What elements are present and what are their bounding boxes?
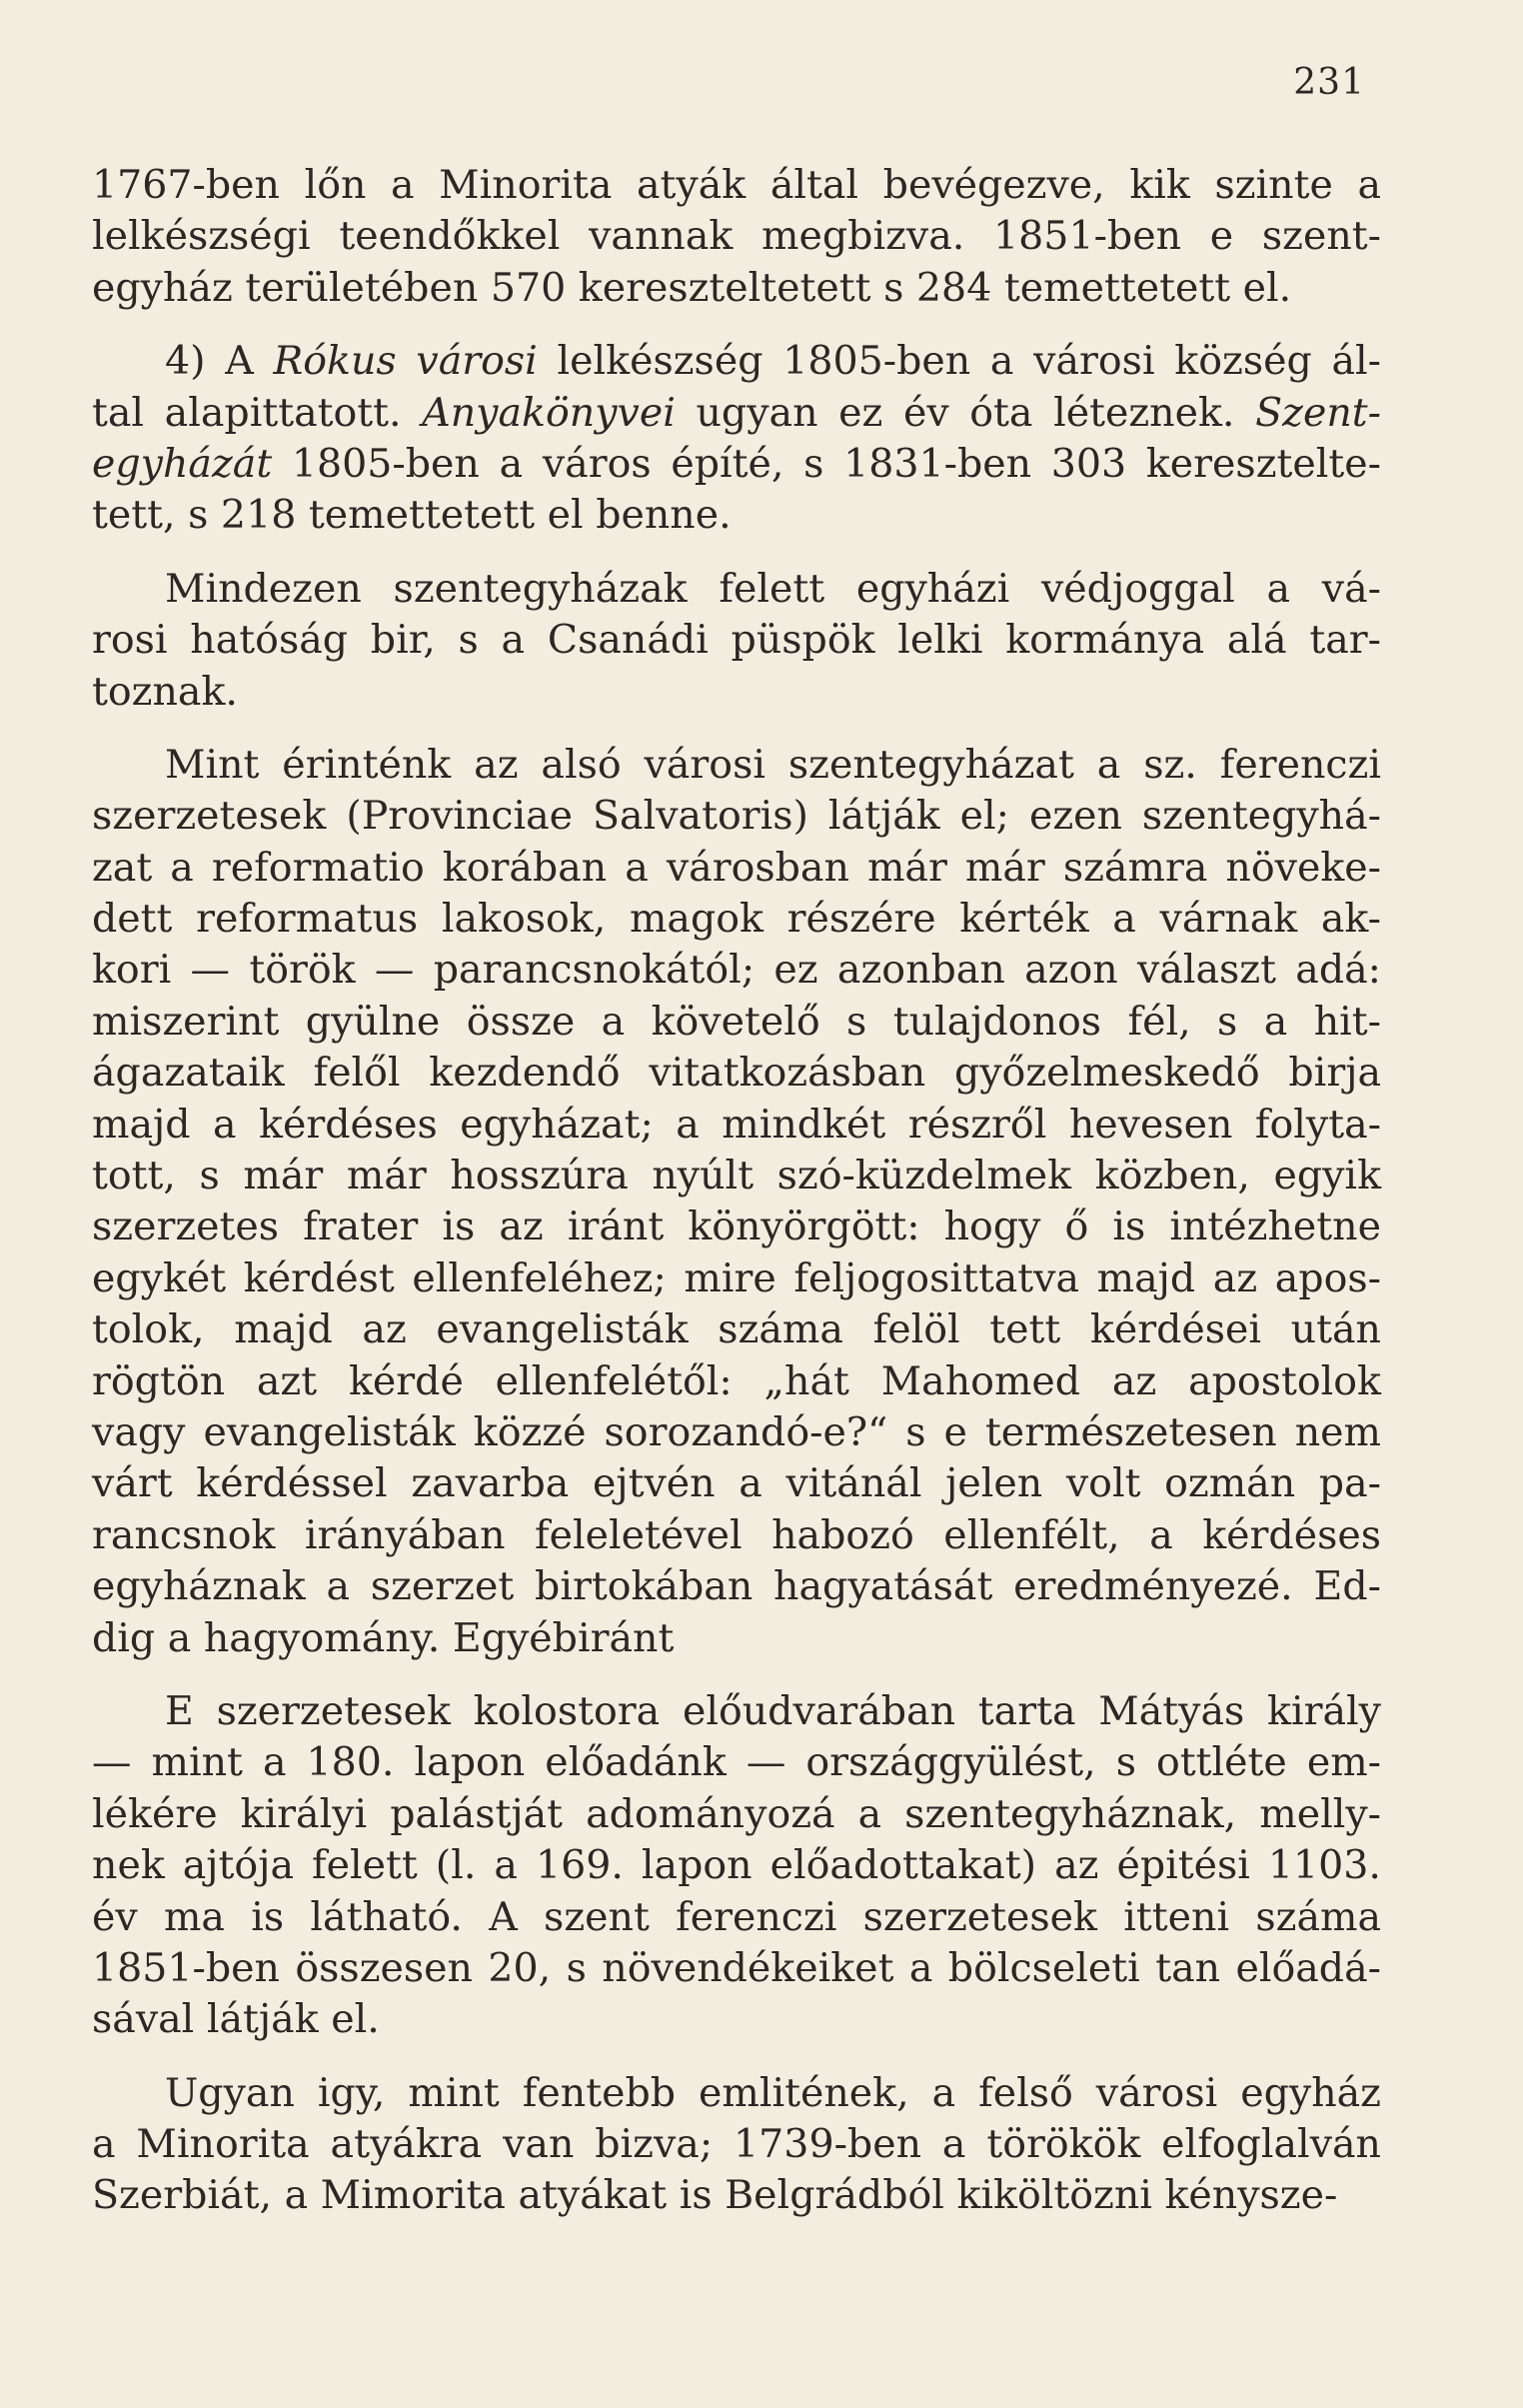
text-line: dig a hagyomány. Egyébiránt [92, 1614, 675, 1661]
text-line: — mint a 180. lapon előadánk — országgyülést, s ottléte em- [92, 1739, 1381, 1786]
text-line: Mindezen szentegyházak felett egyházi védjoggal a vá- [165, 565, 1381, 612]
text-line: 1767-ben lőn a Minorita atyák által bevégezve, kik szinte a [92, 162, 1381, 208]
paragraph [92, 2068, 1381, 2222]
text-line: sával látják el. [92, 1996, 380, 2043]
text-line: lékére királyi palástját adományozá a szentegyháznak, melly- [92, 1790, 1381, 1837]
body-text [92, 160, 1381, 2222]
paragraph-gap [92, 1664, 1381, 1686]
text-segment: 1805-ben a város építé, s 1831-ben 303 keresztelte- [272, 440, 1381, 487]
text-segment: ugyan ez év óta léteznek. [675, 389, 1256, 436]
text-line: rosi hatóság bir, s a Csanádi püspök lelki kormánya alá tar- [92, 617, 1381, 664]
text-line: E szerzetesek kolostora előudvarában tarta Mátyás király [165, 1687, 1381, 1734]
text-line: tett, s 218 temettetett el benne. [92, 492, 732, 539]
text-line: majd a kérdéses egyházat; a mindkét részről hevesen folyta- [92, 1101, 1381, 1148]
paragraph-gap [92, 718, 1381, 740]
italic-term: Anyakönyvei [422, 389, 676, 436]
text-line: év ma is látható. A szent ferenczi szerzetesek itteni száma [92, 1893, 1381, 1940]
text-line: egyháznak a szerzet birtokában hagyatását eredményezé. Ed- [92, 1563, 1381, 1610]
text-line: tott, s már már hosszúra nyúlt szó-küzdelmek közben, egyik [92, 1153, 1381, 1200]
text-line: Ugyan igy, mint fentebb emlitének, a felső városi egyház [165, 2069, 1381, 2116]
text-line: szerzetesek (Provinciae Salvatoris) látják el; ezen szentegyhá- [92, 793, 1381, 840]
text-line: nek ajtója felett (l. a 169. lapon előadottakat) az épitési 1103. [92, 1842, 1381, 1889]
text-line [92, 439, 1381, 490]
text-line: vagy evangelisták közzé sorozandó-e?“ s e természetesen nem [92, 1408, 1381, 1455]
text-segment: 4) A [165, 338, 274, 385]
text-line: rögtön azt kérdé ellenfelétől: „hát Mahomed az apostolok [92, 1357, 1381, 1404]
paragraph [92, 160, 1381, 314]
text-line: tolok, majd az evangelisták száma felöl tett kérdései után [92, 1306, 1381, 1353]
text-line: ágazataik felől kezdendő vitatkozásban győzelmeskedő birja [92, 1050, 1381, 1097]
italic-term: egyházát [92, 440, 273, 487]
text-line: lelkészségi teendőkkel vannak megbizva. 1851-ben e szent- [92, 213, 1381, 260]
text-line: egykét kérdést ellenfeléhez; mire feljogosittatva majd az apos- [92, 1254, 1381, 1301]
text-line: egyház területében 570 kereszteltetett s 284 temettetett el. [92, 264, 1292, 311]
paragraph-gap [92, 314, 1381, 336]
text-line: szerzetes frater is az iránt könyörgött: hogy ő is intézhetne [92, 1204, 1381, 1250]
text-line [92, 388, 1381, 439]
text-line: a Minorita atyákra van bizva; 1739-ben a törökök elfoglalván [92, 2121, 1381, 2168]
text-segment: lelkészség 1805-ben a városi község ál- [537, 338, 1381, 385]
italic-term: Rókus városi [273, 338, 538, 385]
paragraph [92, 740, 1381, 1664]
text-line: Szerbiát, a Mimorita atyákat is Belgrádból kiköltözni kénysze- [92, 2172, 1338, 2219]
text-line: toznak. [92, 668, 238, 715]
text-line: kori — török — parancsnokától; ez azonban azon választ adá: [92, 947, 1381, 994]
text-line [92, 336, 1381, 387]
text-segment: tal alapittatott. [92, 389, 423, 436]
text-line: dett reformatus lakosok, magok részére kérték a várnak ak- [92, 896, 1381, 943]
text-line: 1851-ben összesen 20, s növendékeiket a bölcseleti tan előadá- [92, 1944, 1381, 1991]
text-line: Mint érinténk az alsó városi szentegyházat a sz. ferenczi [165, 741, 1381, 788]
paragraph-gap [92, 542, 1381, 564]
text-line: rancsnok irányában feleletével habozó ellenfélt, a kérdéses [92, 1511, 1381, 1558]
italic-term: Szent- [1255, 389, 1381, 436]
paragraph [92, 1686, 1381, 2046]
paragraph-gap [92, 2046, 1381, 2068]
text-line: miszerint gyülne össze a követelő s tulajdonos fél, s a hit- [92, 998, 1381, 1045]
page-number: 231 [1293, 62, 1365, 103]
text-line: várt kérdéssel zavarba ejtvén a vitánál jelen volt ozmán pa- [92, 1460, 1381, 1507]
paragraph [92, 564, 1381, 718]
paragraph [92, 336, 1381, 542]
text-line: zat a reformatio korában a városban már már számra növeke- [92, 844, 1381, 891]
